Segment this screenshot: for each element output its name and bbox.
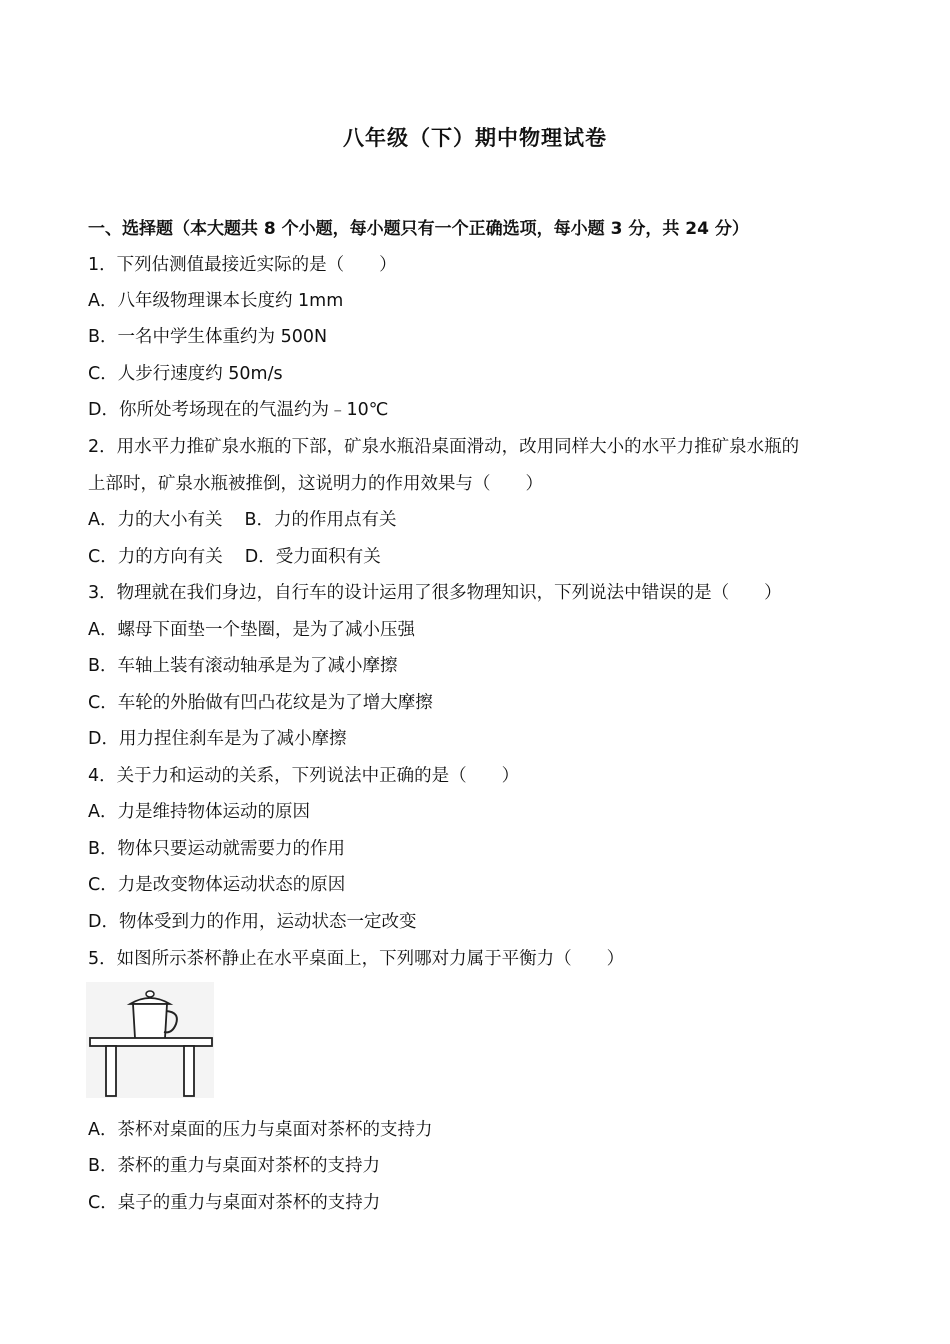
question-2-options-cd	[88, 546, 878, 568]
question-2-option-d: D．受力面积有关	[244, 547, 381, 567]
question-2-stem-line-2: 上部时，矿泉水瓶被推倒，这说明力的作用效果与（ ）	[88, 474, 543, 494]
question-4-stem: 4．关于力和运动的关系，下列说法中正确的是（ ）	[88, 766, 520, 786]
question-5-option-c: C．桌子的重力与桌面对茶杯的支持力	[88, 1193, 381, 1213]
question-4-option-d: D．物体受到力的作用，运动状态一定改变	[88, 912, 417, 932]
question-1-option-a: A．八年级物理课本长度约 1mm	[88, 291, 344, 311]
section-heading: 一、选择题（本大题共 8 个小题，每小题只有一个正确选项，每小题 3 分，共 24 分）	[88, 219, 749, 239]
question-1-option-c: C．人步行速度约 50m/s	[88, 364, 283, 384]
question-5-option-b: B．茶杯的重力与桌面对茶杯的支持力	[88, 1156, 381, 1176]
question-1-stem: 1．下列估测值最接近实际的是（ ）	[88, 255, 397, 275]
question-4-option-b: B．物体只要运动就需要力的作用	[88, 839, 346, 859]
question-3-option-b: B．车轴上装有滚动轴承是为了减小摩擦	[88, 656, 398, 676]
question-5-option-a: A．茶杯对桌面的压力与桌面对茶杯的支持力	[88, 1120, 433, 1140]
question-2-option-b: B．力的作用点有关	[244, 510, 397, 530]
question-5-stem: 5．如图所示茶杯静止在水平桌面上，下列哪对力属于平衡力（ ）	[88, 949, 625, 969]
page-title: 八年级（下）期中物理试卷	[343, 126, 607, 150]
question-2-option-c: C．力的方向有关	[88, 547, 223, 567]
question-2-option-a: A．力的大小有关	[88, 510, 223, 530]
question-3-stem: 3．物理就在我们身边，自行车的设计运用了很多物理知识，下列说法中错误的是（ ）	[88, 583, 782, 603]
question-4-option-a: A．力是维持物体运动的原因	[88, 802, 310, 822]
question-3-option-d: D．用力捏住刹车是为了减小摩擦	[88, 729, 347, 749]
question-4-option-c: C．力是改变物体运动状态的原因	[88, 875, 346, 895]
question-3-option-a: A．螺母下面垫一个垫圈，是为了减小压强	[88, 620, 415, 640]
question-3-option-c: C．车轮的外胎做有凹凸花纹是为了增大摩擦	[88, 693, 433, 713]
teacup-on-table-figure	[86, 982, 214, 1098]
question-2-stem-line-1: 2．用水平力推矿泉水瓶的下部，矿泉水瓶沿桌面滑动，改用同样大小的水平力推矿泉水瓶的	[88, 437, 800, 457]
question-1-option-d: D．你所处考场现在的气温约为﹣10℃	[88, 400, 389, 420]
question-1-option-b: B．一名中学生体重约为 500N	[88, 327, 328, 347]
question-2-options-ab	[88, 509, 878, 531]
